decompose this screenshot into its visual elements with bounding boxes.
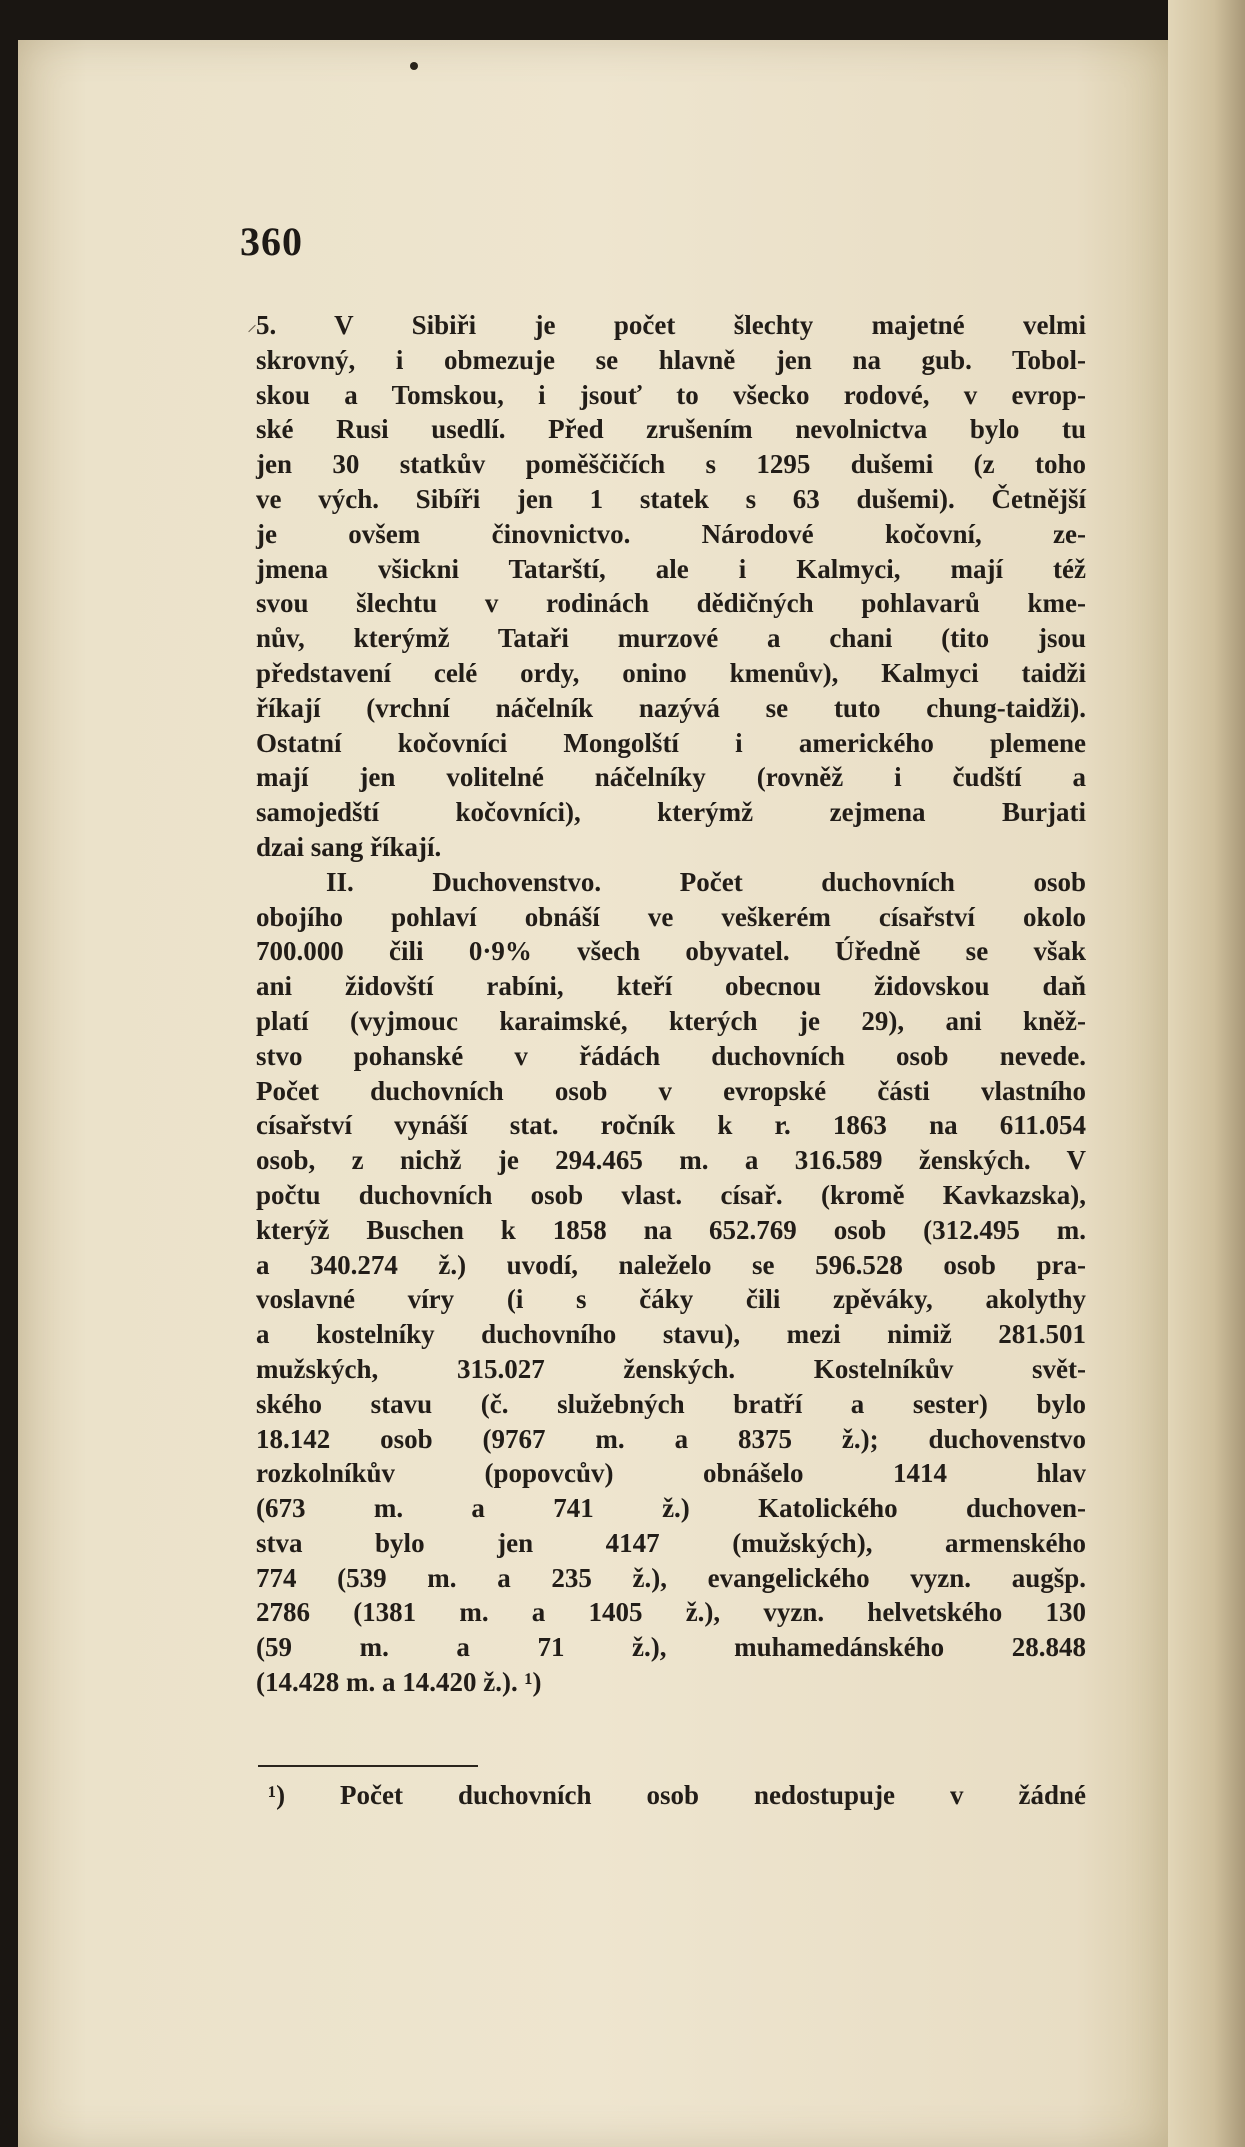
footnote-divider — [258, 1765, 478, 1767]
text-line: jen 30 statkův poměščičích s 1295 dušemi (z toho — [256, 449, 1086, 480]
text-line: stvo pohanské v řádách duchovních osob nevede. — [256, 1040, 1086, 1071]
text-line: stva bylo jen 4147 (mužských), armenského — [256, 1527, 1086, 1558]
text-line: 2786 (1381 m. a 1405 ž.), vyzn. helvetského 130 — [256, 1597, 1086, 1628]
text-line: platí (vyjmouc karaimské, kterých je 29), ani kněž- — [256, 1005, 1086, 1036]
margin-mark: ⸍ — [247, 322, 257, 344]
text-line: (673 m. a 741 ž.) Katolického duchoven- — [256, 1493, 1086, 1524]
text-line: skou a Tomskou, i jsouť to všecko rodové, v evrop- — [256, 379, 1086, 410]
text-line: ského stavu (č. služebných bratří a sester) bylo — [256, 1388, 1086, 1419]
text-line: rozkolníkův (popovcův) obnášelo 1414 hlav — [256, 1458, 1086, 1489]
section-heading-line: II. Duchovenstvo. Počet duchovních osob — [326, 866, 1086, 897]
text-line: osob, z nichž je 294.465 m. a 316.589 ženských. V — [256, 1145, 1086, 1176]
text-line: nův, kterýmž Tataři murzové a chani (tito jsou — [256, 623, 1086, 654]
text-line: svou šlechtu v rodinách dědičných pohlavarů kme- — [256, 588, 1086, 619]
text-line: císařství vynáší stat. ročník k r. 1863 na 611.054 — [256, 1110, 1086, 1141]
body-text — [256, 308, 1086, 1700]
text-line: 18.142 osob (9767 m. a 8375 ž.); duchovenstvo — [256, 1423, 1086, 1454]
text-line: představení celé ordy, onino kmenův), Kalmyci taidži — [256, 657, 1086, 688]
text-line: je ovšem činovnictvo. Národové kočovní, ze- — [256, 518, 1086, 549]
text-line: dzai sang říkají. — [256, 831, 442, 862]
text-line: (59 m. a 71 ž.), muhamedánského 28.848 — [256, 1632, 1086, 1663]
text-line: skrovný, i obmezuje se hlavně jen na gub. Tobol- — [256, 344, 1086, 375]
text-line: (14.428 m. a 14.420 ž.). ¹) — [256, 1667, 542, 1698]
page-number: 360 — [240, 219, 303, 264]
ink-speck — [410, 62, 418, 70]
facing-page-edge — [1168, 0, 1245, 2147]
text-line: 774 (539 m. a 235 ž.), evangelického vyzn. augšp. — [256, 1562, 1086, 1593]
text-line: ské Rusi usedlí. Před zrušením nevolnictva bylo tu — [256, 414, 1086, 445]
text-line: samojedští kočovníci), kterýmž zejmena Burjati — [256, 797, 1086, 828]
text-line: ani židovští rabíni, kteří obecnou židovskou daň — [256, 971, 1086, 1002]
text-line: počtu duchovních osob vlast. císař. (kromě Kavkazska), — [256, 1179, 1086, 1210]
text-line: mužských, 315.027 ženských. Kostelníkův svět- — [256, 1353, 1086, 1384]
text-line: říkají (vrchní náčelník nazývá se tuto chung-taidži). — [256, 692, 1086, 723]
footnote-text: ¹) Počet duchovních osob nedostupuje v žádné — [268, 1780, 1086, 1810]
text-line: ve vých. Sibíři jen 1 statek s 63 dušemi). Četnější — [256, 483, 1086, 514]
text-line: jmena všickni Tatarští, ale i Kalmyci, mají též — [256, 553, 1086, 584]
text-line: mají jen volitelné náčelníky (rovněž i čudští a — [256, 762, 1086, 793]
text-line: kterýž Buschen k 1858 na 652.769 osob (312.495 m. — [256, 1214, 1086, 1245]
text-line: 5. V Sibiři je počet šlechty majetné velmi — [256, 310, 1086, 340]
text-line: obojího pohlaví obnáší ve veškerém císařství okolo — [256, 901, 1086, 932]
text-line: a kostelníky duchovního stavu), mezi nimiž 281.501 — [256, 1319, 1086, 1350]
text-line: Počet duchovních osob v evropské části vlastního — [256, 1075, 1086, 1106]
text-line: voslavné víry (i s čáky čili zpěváky, akolythy — [256, 1284, 1086, 1315]
text-line: a 340.274 ž.) uvodí, naleželo se 596.528 osob pra- — [256, 1249, 1086, 1280]
text-line: 700.000 čili 0·9% všech obyvatel. Úředně se však — [256, 936, 1086, 967]
text-line: Ostatní kočovníci Mongolští i amerického plemene — [256, 727, 1086, 758]
